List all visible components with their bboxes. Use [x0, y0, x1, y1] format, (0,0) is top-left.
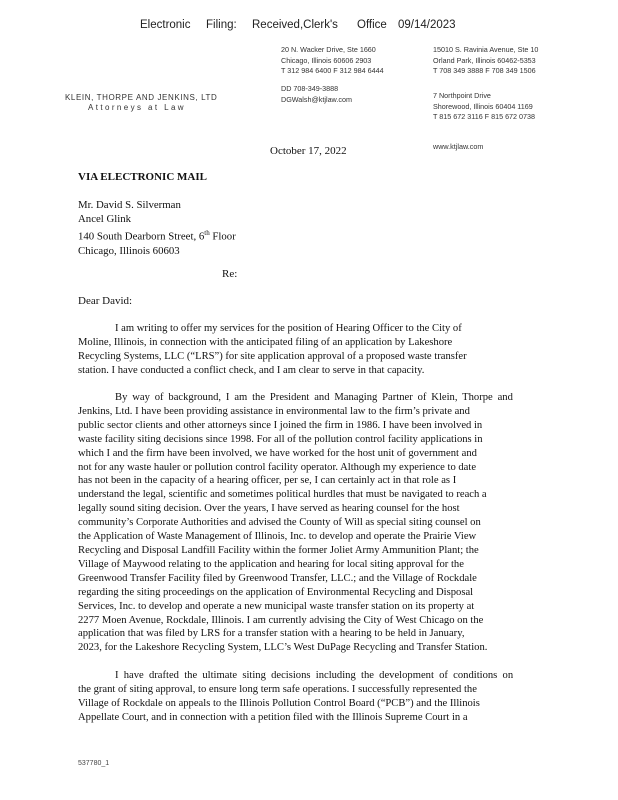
- paragraph-3: [78, 669, 550, 725]
- para1-line: Moline, Illinois, in connection with the anticipated filing of an application by Lakeshore: [78, 336, 453, 348]
- firm-subtitle: Attorneys at Law: [88, 103, 186, 112]
- filing-word-electronic: Electronic: [140, 19, 191, 31]
- re-label: Re:: [222, 268, 238, 280]
- orland-office-address: [433, 45, 538, 77]
- filing-word-office: Office: [357, 19, 387, 31]
- firm-website: www.ktjlaw.com: [433, 142, 484, 151]
- orland-phone: T 708 349 3888 F 708 349 1506: [433, 66, 536, 75]
- shorewood-street: 7 Northpoint Drive: [433, 91, 491, 100]
- para2-line: Jenkins, Ltd. I have been providing assistance in environmental law to the firm’s private and: [78, 405, 470, 417]
- para2-line: understand the legal, scientific and sometimes political hurdles that must be navigated to reach a: [78, 489, 487, 501]
- para2-line: has not been in the capacity of a hearing officer, per se, I can certainly act in that role as I: [78, 475, 457, 487]
- chicago-city: Chicago, Illinois 60606 2903: [281, 55, 372, 65]
- filing-word-received: Received,Clerk's: [252, 19, 338, 31]
- para2-line: Services, Inc. to develop and operate a new municipal waste transfer station on its property at: [78, 600, 475, 612]
- firm-name: KLEIN, THORPE AND JENKINS, LTD: [65, 93, 218, 102]
- shorewood-phone: T 815 672 3116 F 815 672 0738: [433, 112, 536, 121]
- street-suffix: th: [204, 229, 210, 238]
- chicago-street: 20 N. Wacker Drive, Ste 1660: [281, 45, 376, 54]
- street-floor: Floor: [209, 230, 236, 243]
- para2-line: the Application of Waste Management of Illinois, Inc. to develop and operate the Prairie View: [78, 531, 477, 543]
- para2-line: community’s Corporate Authorities and advised the County of Will as special siting counsel on: [78, 517, 481, 529]
- shorewood-office-address: [433, 91, 535, 123]
- para3-line: the grant of siting approval, to ensure long term safe operations. I successfully represented the: [78, 683, 477, 695]
- para2-line: By way of background, I am the President and Managing Partner of Klein, Thorpe and: [115, 392, 513, 403]
- direct-dial: DD 708-349-3888: [281, 84, 339, 93]
- para1-line: station. I have conducted a conflict check, and I am clear to serve in that capacity.: [78, 364, 425, 376]
- filing-word-filing: Filing:: [206, 19, 237, 31]
- para3-line: I have drafted the ultimate siting decisions including the development of conditions on: [115, 670, 514, 681]
- filing-date: 09/14/2023: [398, 19, 456, 31]
- recipient-city: Chicago, Illinois 60603: [78, 244, 180, 257]
- para3-line: Village of Rockdale on appeals to the Illinois Pollution Control Board (“PCB”) and the Illinois: [78, 697, 480, 709]
- para2-line: 2023, for the Lakeshore Recycling System, LLC’s West DuPage Recycling and Transfer Station.: [78, 642, 488, 654]
- paragraph-1: [78, 322, 550, 378]
- para2-line: public sector clients and other attorneys since I joined the firm in 1986. I have been involved in: [78, 419, 483, 431]
- chicago-phone: T 312 984 6400 F 312 984 6444: [281, 66, 384, 75]
- para2-line: waste facility siting decisions since 1998. For all of the pollution control facility applications in: [78, 433, 483, 445]
- orland-city: Orland Park, Illinois 60462-5353: [433, 55, 536, 65]
- recipient-street: [78, 226, 236, 244]
- recipient-address: [78, 198, 236, 258]
- para2-line: Village of Maywood relating to the application and hearing for local siting approval for the: [78, 558, 464, 570]
- paragraph-2: [78, 391, 550, 655]
- para3-line: Appellate Court, and in connection with a petition filed with the Illinois Supreme Court in a: [78, 711, 468, 723]
- recipient-firm: Ancel Glink: [78, 213, 132, 226]
- shorewood-city: Shorewood, Illinois 60404 1169: [433, 101, 533, 111]
- chicago-office-address: [281, 45, 384, 77]
- direct-contact: [281, 84, 352, 105]
- para2-line: not for any waste hauler or pollution control facility operator. Although my experience to date: [78, 461, 477, 473]
- para2-line: 2277 Moen Avenue, Rockdale, Illinois. I am currently advising the City of West Chicago on the: [78, 614, 484, 626]
- document-id: 537780_1: [78, 760, 110, 767]
- recipient-name: Mr. David S. Silverman: [78, 199, 181, 211]
- street-text: 140 South Dearborn Street, 6: [78, 230, 205, 243]
- para1-line: I am writing to offer my services for the position of Hearing Officer to the City of: [115, 323, 462, 334]
- para2-line: regarding the siting proceedings on the application of Environmental Recycling and Disposal: [78, 586, 474, 598]
- para2-line: legally sound siting decision. Over the years, I have served as hearing counsel for the host: [78, 503, 460, 515]
- para2-line: which I and the firm have been involved, we have worked for the host unit of government and: [78, 447, 477, 459]
- para2-line: application that was filed by LRS for a transfer station with a hearing to be held in January,: [78, 628, 465, 640]
- direct-email: DGWalsh@ktjlaw.com: [281, 94, 352, 104]
- para1-line: Recycling Systems, LLC (“LRS”) for site application approval of a proposed waste transfer: [78, 350, 467, 362]
- delivery-method: VIA ELECTRONIC MAIL: [78, 171, 207, 183]
- letter-date: October 17, 2022: [270, 145, 347, 157]
- orland-street: 15010 S. Ravinia Avenue, Ste 10: [433, 45, 539, 54]
- para2-line: Recycling and Disposal Landfill Facility within the former Joliet Army Ammunition Plant; the: [78, 544, 479, 556]
- salutation: Dear David:: [78, 295, 133, 307]
- para2-line: Greenwood Transfer Facility filed by Greenwood Transfer, LLC.; and the Village of Rockdale: [78, 572, 477, 584]
